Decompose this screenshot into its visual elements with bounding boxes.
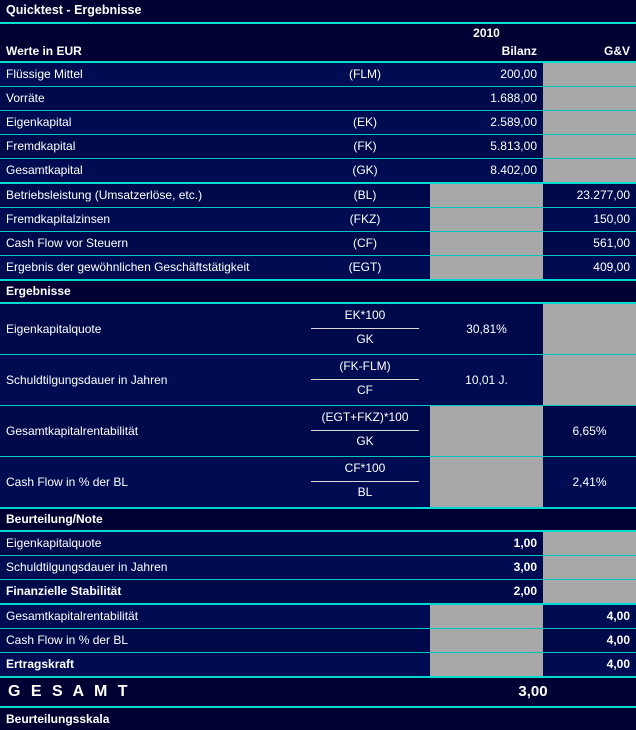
header-values-label: Werte in EUR	[0, 42, 300, 62]
ratio-row	[0, 406, 636, 457]
table-row	[0, 87, 636, 111]
note-label: Schuldtilgungsdauer in Jahren	[6, 560, 168, 574]
formula-denominator: GK	[356, 332, 374, 346]
note-row	[0, 556, 636, 580]
note-bilanz-empty	[430, 653, 543, 678]
ratio-label: Eigenkapitalquote	[6, 322, 102, 336]
ratio-gv: 6,65%	[572, 424, 607, 438]
table-row	[0, 111, 636, 135]
note-bilanz: 1,00	[513, 536, 537, 550]
fraction-bar	[311, 430, 419, 431]
row-bilanz-empty	[430, 208, 543, 232]
formula-denominator: GK	[356, 434, 374, 448]
row-gv: 561,00	[593, 236, 630, 250]
table-row	[0, 232, 636, 256]
row-gv-empty	[543, 111, 636, 135]
table-row	[0, 62, 636, 87]
row-label: Flüssige Mittel	[6, 67, 83, 81]
ratio-formula	[300, 406, 430, 457]
table-row	[0, 135, 636, 159]
ratio-label: Schuldtilgungsdauer in Jahren	[6, 373, 168, 387]
row-code: (EGT)	[348, 260, 382, 274]
table-row	[0, 208, 636, 232]
ratio-row	[0, 355, 636, 406]
formula-denominator: CF	[357, 383, 373, 397]
ratio-label: Cash Flow in % der BL	[6, 475, 129, 489]
ratio-bilanz-empty	[430, 457, 543, 509]
row-gv: 409,00	[593, 260, 630, 274]
table-row	[0, 256, 636, 281]
row-label: Cash Flow vor Steuern	[6, 236, 129, 250]
row-bilanz-empty	[430, 183, 543, 208]
note-bilanz: 2,00	[513, 584, 537, 598]
section-title-cell: Beurteilungsskala	[0, 707, 636, 730]
row-bilanz-empty	[430, 256, 543, 281]
row-gv-empty	[543, 87, 636, 111]
formula-numerator: CF*100	[344, 461, 386, 475]
ratio-gv-empty	[543, 303, 636, 355]
year-header-spacer-3	[543, 24, 636, 42]
ratio-formula	[300, 303, 430, 355]
note-gv-empty	[543, 531, 636, 556]
ratio-row	[0, 457, 636, 509]
ratio-formula	[300, 457, 430, 509]
ratio-row	[0, 303, 636, 355]
row-bilanz: 8.402,00	[490, 163, 537, 177]
row-gv-empty	[543, 135, 636, 159]
ratio-formula	[300, 355, 430, 406]
formula-denominator: BL	[357, 485, 373, 499]
formula-numerator: EK*100	[344, 308, 386, 322]
row-gv-empty	[543, 159, 636, 184]
note-label: Ertragskraft	[6, 657, 75, 671]
ratio-label: Gesamtkapitalrentabilität	[6, 424, 139, 438]
results-table	[0, 24, 636, 730]
section-header-ergebnisse	[0, 280, 636, 303]
section-title-cell: Ergebnisse	[0, 280, 636, 303]
row-code: (CF)	[353, 236, 377, 250]
row-label: Eigenkapital	[6, 115, 72, 129]
fraction-bar	[311, 379, 419, 380]
note-label: Eigenkapitalquote	[6, 536, 102, 550]
ratio-bilanz-empty	[430, 406, 543, 457]
year-header-spacer-2	[300, 24, 430, 42]
total-row	[0, 677, 636, 707]
ratio-bilanz: 30,81%	[466, 322, 507, 336]
row-gv-empty	[543, 62, 636, 87]
total-label: G E S A M T	[0, 677, 430, 707]
row-gv: 150,00	[593, 212, 630, 226]
note-bilanz-empty	[430, 629, 543, 653]
row-label: Betriebsleistung (Umsatzerlöse, etc.)	[6, 188, 203, 202]
formula-numerator: (EGT+FKZ)*100	[321, 410, 409, 424]
row-bilanz: 1.688,00	[490, 91, 537, 105]
note-gv: 4,00	[606, 609, 630, 623]
ratio-gv: 2,41%	[572, 475, 607, 489]
table-row	[0, 159, 636, 184]
row-label: Fremdkapital	[6, 139, 76, 153]
note-gv-empty	[543, 556, 636, 580]
note-label: Cash Flow in % der BL	[6, 633, 129, 647]
row-bilanz-empty	[430, 232, 543, 256]
row-gv: 23.277,00	[576, 188, 630, 202]
row-bilanz: 200,00	[500, 67, 537, 81]
row-code: (EK)	[353, 115, 377, 129]
note-row-subtotal	[0, 580, 636, 605]
section-title-cell: Beurteilung/Note	[0, 508, 636, 531]
header-bilanz: Bilanz	[430, 42, 543, 62]
row-label: Vorräte	[6, 91, 45, 105]
row-label: Ergebnis der gewöhnlichen Geschäftstätigkeit	[6, 260, 250, 274]
section-header-beurteilung	[0, 508, 636, 531]
formula-numerator: (FK-FLM)	[339, 359, 391, 373]
note-bilanz: 3,00	[513, 560, 537, 574]
note-row	[0, 531, 636, 556]
column-header-row	[0, 42, 636, 62]
note-gv: 4,00	[606, 657, 630, 671]
note-row	[0, 604, 636, 629]
year-label: 2010	[430, 24, 543, 42]
row-bilanz: 5.813,00	[490, 139, 537, 153]
row-bilanz: 2.589,00	[490, 115, 537, 129]
total-value: 3,00	[430, 677, 636, 707]
note-row-subtotal	[0, 653, 636, 678]
note-label: Finanzielle Stabilität	[6, 584, 122, 598]
row-code: (FLM)	[349, 67, 381, 81]
row-code: (GK)	[352, 163, 378, 177]
page-title: Quicktest - Ergebnisse	[0, 0, 636, 24]
row-code	[300, 87, 430, 111]
header-spacer	[300, 42, 430, 62]
row-code: (FKZ)	[349, 212, 381, 226]
section-header-skala	[0, 707, 636, 730]
note-bilanz-empty	[430, 604, 543, 629]
row-code: (BL)	[353, 188, 377, 202]
year-header-row	[0, 24, 636, 42]
year-header-spacer-1	[0, 24, 300, 42]
note-label: Gesamtkapitalrentabilität	[6, 609, 139, 623]
note-gv-empty	[543, 580, 636, 605]
row-label: Fremdkapitalzinsen	[6, 212, 111, 226]
table-row	[0, 183, 636, 208]
row-label: Gesamtkapital	[6, 163, 83, 177]
row-code: (FK)	[353, 139, 377, 153]
fraction-bar	[311, 328, 419, 329]
ratio-bilanz: 10,01 J.	[465, 373, 508, 387]
note-gv: 4,00	[606, 633, 630, 647]
note-row	[0, 629, 636, 653]
ratio-gv-empty	[543, 355, 636, 406]
header-gv: G&V	[543, 42, 636, 62]
fraction-bar	[311, 481, 419, 482]
